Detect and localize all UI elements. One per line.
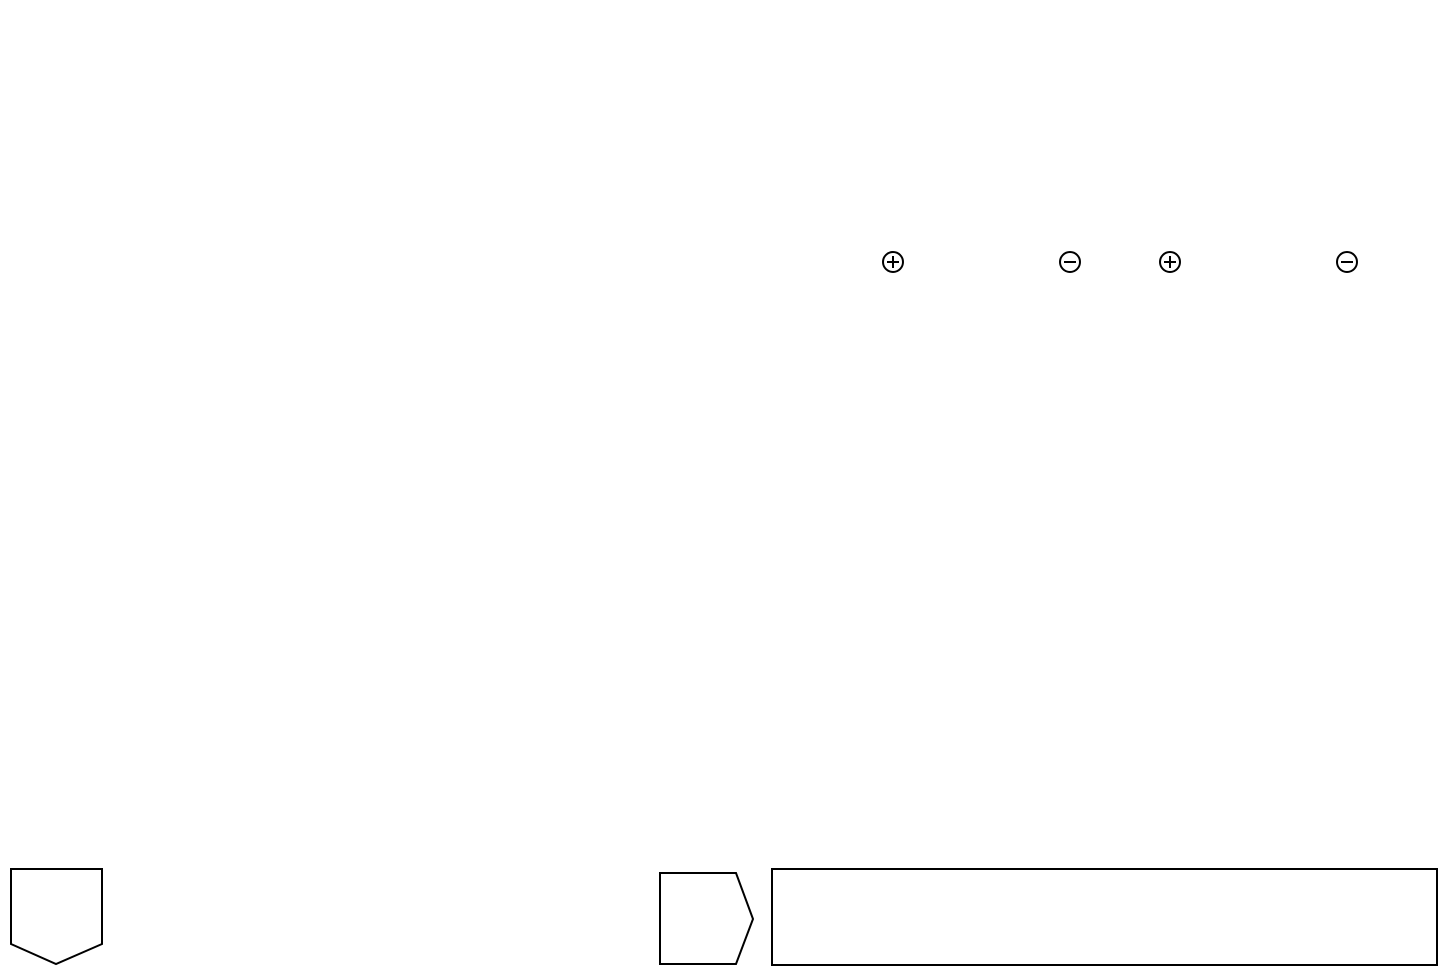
- ng-tag-shape: [659, 872, 755, 966]
- instruction-line-2: [804, 244, 1434, 278]
- scope-top-graticule: [126, 101, 531, 426]
- scope-bottom-graticule: [128, 481, 533, 806]
- plus-circle-icon: [882, 251, 904, 273]
- terminal-g22-plus: [880, 244, 904, 278]
- minus-circle-icon: [1059, 251, 1081, 273]
- terminal-ne-minus: [1057, 244, 1081, 278]
- ok-tag-shape: [10, 868, 104, 966]
- ng-action-box: [771, 868, 1438, 966]
- terminal-ne-plus: [1157, 244, 1181, 278]
- minus-circle-icon: [1336, 251, 1358, 273]
- terminal-ne-minus-2: [1334, 244, 1358, 278]
- plus-circle-icon: [1159, 251, 1181, 273]
